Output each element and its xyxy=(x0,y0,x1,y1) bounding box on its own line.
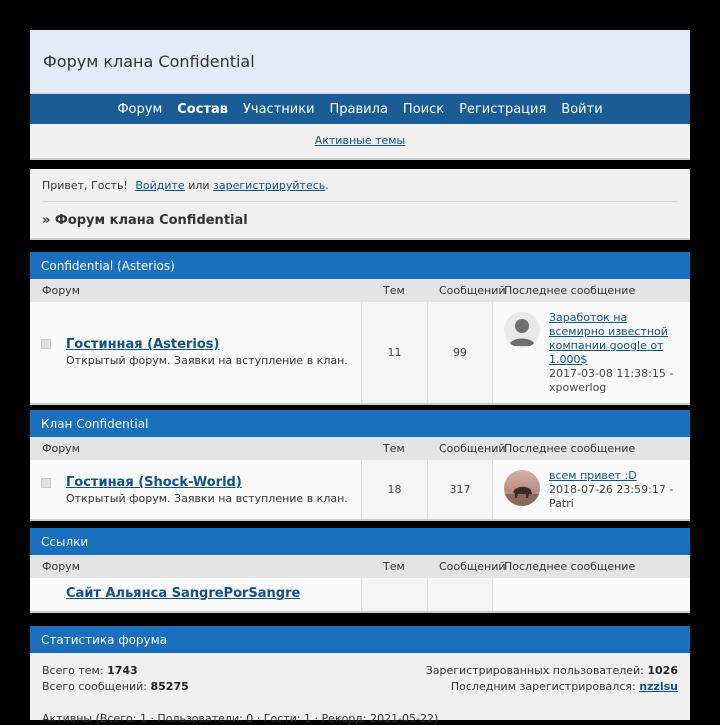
forum-main-cell xyxy=(30,302,361,403)
forum-post-count: 99 xyxy=(427,302,492,403)
title-bar xyxy=(30,30,690,94)
category-title[interactable]: Клан Confidential xyxy=(30,410,690,437)
total-topics-value: 1743 xyxy=(107,664,138,677)
forum-header xyxy=(30,30,690,160)
col-forum: Форум xyxy=(42,442,80,455)
nav-register[interactable]: Регистрация xyxy=(459,101,547,117)
registered-label: Зарегистрированных пользователей: xyxy=(425,664,644,677)
total-posts-label: Всего сообщений: xyxy=(42,680,147,693)
breadcrumb[interactable]: » Форум клана Confidential xyxy=(42,213,248,228)
registered-line xyxy=(426,663,678,679)
stats-title: Статистика форума xyxy=(30,626,690,653)
forum-status-icon xyxy=(41,478,51,488)
forum-status-icon xyxy=(41,339,51,349)
photo-avatar[interactable] xyxy=(504,470,540,506)
welcome-box xyxy=(30,169,690,240)
category-title[interactable]: Ссылки xyxy=(30,528,690,555)
forum-post-count: 317 xyxy=(427,460,492,519)
col-forum: Форум xyxy=(42,284,80,297)
last-post-cell xyxy=(492,460,690,519)
login-link[interactable]: Войдите xyxy=(135,179,185,192)
category-block xyxy=(30,410,690,521)
col-last-post: Последнее сообщение xyxy=(504,284,636,297)
last-post-meta: 2017-03-08 11:38:15 - xpowerlog xyxy=(549,367,674,394)
nav-users[interactable]: Участники xyxy=(242,101,315,117)
online-stats: Активны (Всего: 1 · Пользователи: 0 · Гости: 1 · Рекорд: 2021-05-22) xyxy=(42,712,439,725)
nav-rules[interactable]: Правила xyxy=(329,101,388,117)
forum-post-count xyxy=(427,578,492,611)
col-posts: Сообщений xyxy=(439,560,506,573)
sub-nav xyxy=(30,124,690,156)
col-posts: Сообщений xyxy=(439,284,506,297)
stats-right xyxy=(426,663,678,695)
default-user-icon[interactable] xyxy=(504,312,540,348)
forum-link[interactable]: Гостинная (Asterios) xyxy=(66,337,220,352)
col-posts: Сообщений xyxy=(439,442,506,455)
col-last-post: Последнее сообщение xyxy=(504,442,636,455)
forum-main-cell xyxy=(30,460,361,519)
forum-row xyxy=(30,302,690,403)
category-title[interactable]: Confidential (Asterios) xyxy=(30,252,690,279)
last-post-link[interactable]: Заработок на всемирно известной компании google от 1.000$ xyxy=(549,311,668,366)
forum-topic-count: 11 xyxy=(361,302,427,403)
active-topics-link[interactable]: Активные темы xyxy=(314,133,406,147)
total-posts-line xyxy=(42,679,189,695)
total-posts-value: 85275 xyxy=(150,680,189,693)
forum-row xyxy=(30,578,690,611)
category-block xyxy=(30,528,690,613)
last-post-cell xyxy=(492,302,690,403)
forum-stats xyxy=(30,626,690,725)
col-topics: Тем xyxy=(383,284,405,297)
last-registered-label: Последним зарегистрировался: xyxy=(450,680,636,693)
last-post-link[interactable]: всем привет :D xyxy=(549,469,637,482)
nav-members-roster[interactable]: Состав xyxy=(177,101,228,117)
registered-value: 1026 xyxy=(647,664,678,677)
or-text: или xyxy=(188,179,210,192)
forum-main-cell xyxy=(30,578,361,611)
nav-forum[interactable]: Форум xyxy=(117,101,163,117)
total-topics-line xyxy=(42,663,189,679)
last-post-cell xyxy=(492,578,690,611)
period-text: . xyxy=(325,179,329,192)
forum-topic-count: 18 xyxy=(361,460,427,519)
column-headers xyxy=(30,437,690,460)
register-link[interactable]: зарегистрируйтесь xyxy=(213,179,326,192)
last-post-meta: 2018-07-26 23:59:17 - Patri xyxy=(549,483,674,510)
column-headers xyxy=(30,279,690,302)
last-registered-line xyxy=(426,679,678,695)
col-topics: Тем xyxy=(383,560,405,573)
last-registered-user-link[interactable]: nzzlsu xyxy=(639,680,678,693)
col-last-post: Последнее сообщение xyxy=(504,560,636,573)
category-block xyxy=(30,252,690,405)
forum-title[interactable]: Форум клана Confidential xyxy=(43,52,255,71)
forum-link[interactable]: Сайт Альянса SangrePorSangre xyxy=(66,586,301,601)
total-topics-label: Всего тем: xyxy=(42,664,104,677)
col-forum: Форум xyxy=(42,560,80,573)
forum-link[interactable]: Гостиная (Shock-World) xyxy=(66,475,242,490)
main-nav xyxy=(30,94,690,124)
col-topics: Тем xyxy=(383,442,405,455)
forum-description: Открытый форум. Заявки на вступление в клан. xyxy=(66,354,348,367)
stats-left xyxy=(42,663,189,695)
nav-login[interactable]: Войти xyxy=(561,101,603,117)
greeting-line xyxy=(42,179,329,192)
forum-row xyxy=(30,460,690,519)
forum-topic-count xyxy=(361,578,427,611)
greeting-text: Привет, Гость! xyxy=(42,179,128,192)
column-headers xyxy=(30,555,690,578)
divider xyxy=(42,201,678,202)
nav-search[interactable]: Поиск xyxy=(402,101,445,117)
forum-description: Открытый форум. Заявки на вступление в клан. xyxy=(66,492,348,505)
